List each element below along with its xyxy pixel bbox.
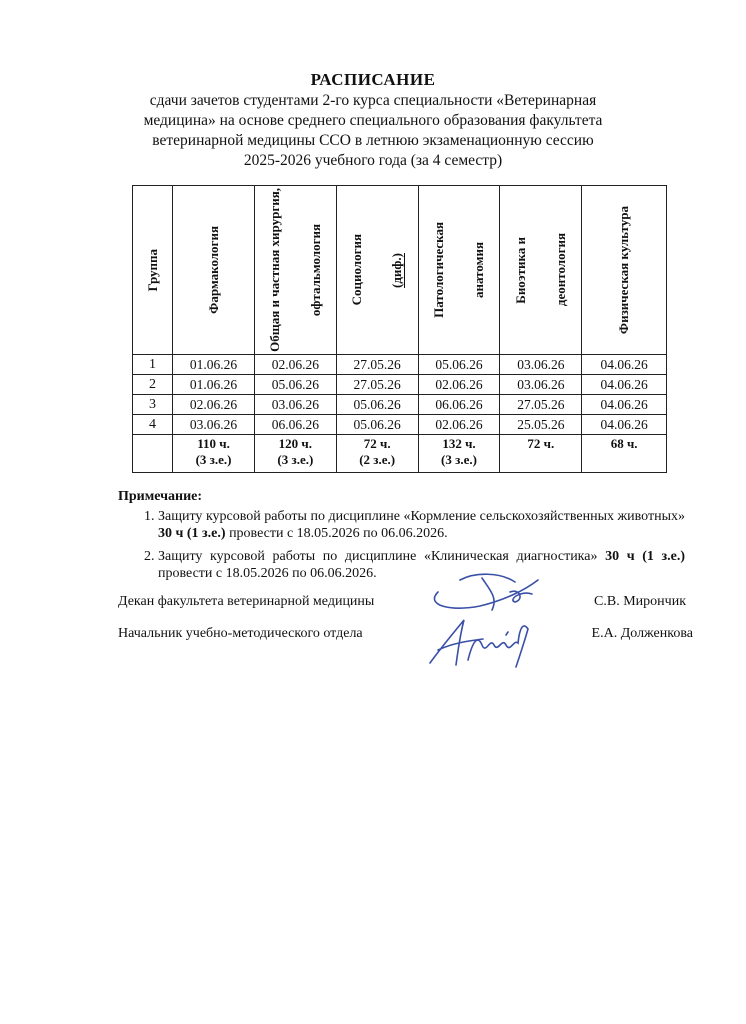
date-cell: 05.06.26 [336,415,418,435]
group-cell: 2 [133,375,173,395]
document-subtitle: сдачи зачетов студентами 2-го курса специальности «Ветеринарная медицина» на основе среднего специального образования факультета ветеринарной медицины ССО в летнюю экзаменационную сессию 2025-2026 учебного года (за 4 семестр) [143,92,603,169]
header-surgery: Общая и частная хирургия, офтальмология [254,186,336,355]
date-cell: 27.05.26 [336,355,418,375]
notes-heading: Примечание: [118,489,203,504]
date-cell: 25.05.26 [500,415,582,435]
head-signature-image [428,615,538,670]
note-item: 2. Защиту курсовой работы по дисциплине «Клиническая диагностика» 30 ч (1 з.е.) провести с 18.05.2026 по 06.06.2026. [158,548,685,582]
date-cell: 27.05.26 [336,375,418,395]
group-cell: 1 [133,355,173,375]
date-cell: 04.06.26 [582,375,667,395]
table-row [133,355,667,375]
table-row [133,415,667,435]
totals-row [133,435,667,473]
header-group: Группа [133,186,173,355]
date-cell: 02.06.26 [418,375,500,395]
date-cell: 05.06.26 [336,395,418,415]
totals-empty-cell [133,435,173,473]
date-cell: 03.06.26 [500,375,582,395]
schedule-table [132,185,667,473]
date-cell: 01.06.26 [173,375,255,395]
table-row [133,375,667,395]
table-row [133,395,667,415]
date-cell: 06.06.26 [418,395,500,415]
head-name: Е.А. Долженкова [591,626,693,641]
date-cell: 27.05.26 [500,395,582,415]
date-cell: 01.06.26 [173,355,255,375]
group-cell: 3 [133,395,173,415]
date-cell: 05.06.26 [254,375,336,395]
date-cell: 04.06.26 [582,415,667,435]
header-pathological-anatomy: Патологическая анатомия [418,186,500,355]
group-cell: 4 [133,415,173,435]
date-cell: 03.06.26 [500,355,582,375]
dean-signature-image [420,570,550,615]
head-position: Начальник учебно-методического отдела [118,626,363,641]
date-cell: 05.06.26 [418,355,500,375]
header-sociology: Социология (диф.) [336,186,418,355]
note-item: 1. Защиту курсовой работы по дисциплине «Кормление сельскохозяйственных животных» 30 ч (1 з.е.) провести с 18.05.2026 по 06.06.2026. [158,508,685,542]
date-cell: 02.06.26 [254,355,336,375]
notes-list [118,508,685,582]
totals-cell: 72 ч. [500,435,582,473]
date-cell: 02.06.26 [418,415,500,435]
header-physical-culture: Физическая культура [582,186,667,355]
date-cell: 03.06.26 [173,415,255,435]
date-cell: 04.06.26 [582,355,667,375]
totals-cell: 110 ч. (3 з.е.) [173,435,255,473]
notes-section [118,488,685,588]
totals-cell: 68 ч. [582,435,667,473]
header-bioethics: Биоэтика и деонтология [500,186,582,355]
date-cell: 02.06.26 [173,395,255,415]
date-cell: 04.06.26 [582,395,667,415]
header-pharmacology: Фармакология [173,186,255,355]
dean-name: С.В. Мирончик [594,594,686,609]
date-cell: 06.06.26 [254,415,336,435]
dean-position: Декан факультета ветеринарной медицины [118,594,375,609]
totals-cell: 120 ч. (3 з.е.) [254,435,336,473]
document-title: РАСПИСАНИЕ [310,70,436,89]
totals-cell: 72 ч. (2 з.е.) [336,435,418,473]
table-header-row [133,186,667,355]
totals-cell: 132 ч. (3 з.е.) [418,435,500,473]
date-cell: 03.06.26 [254,395,336,415]
